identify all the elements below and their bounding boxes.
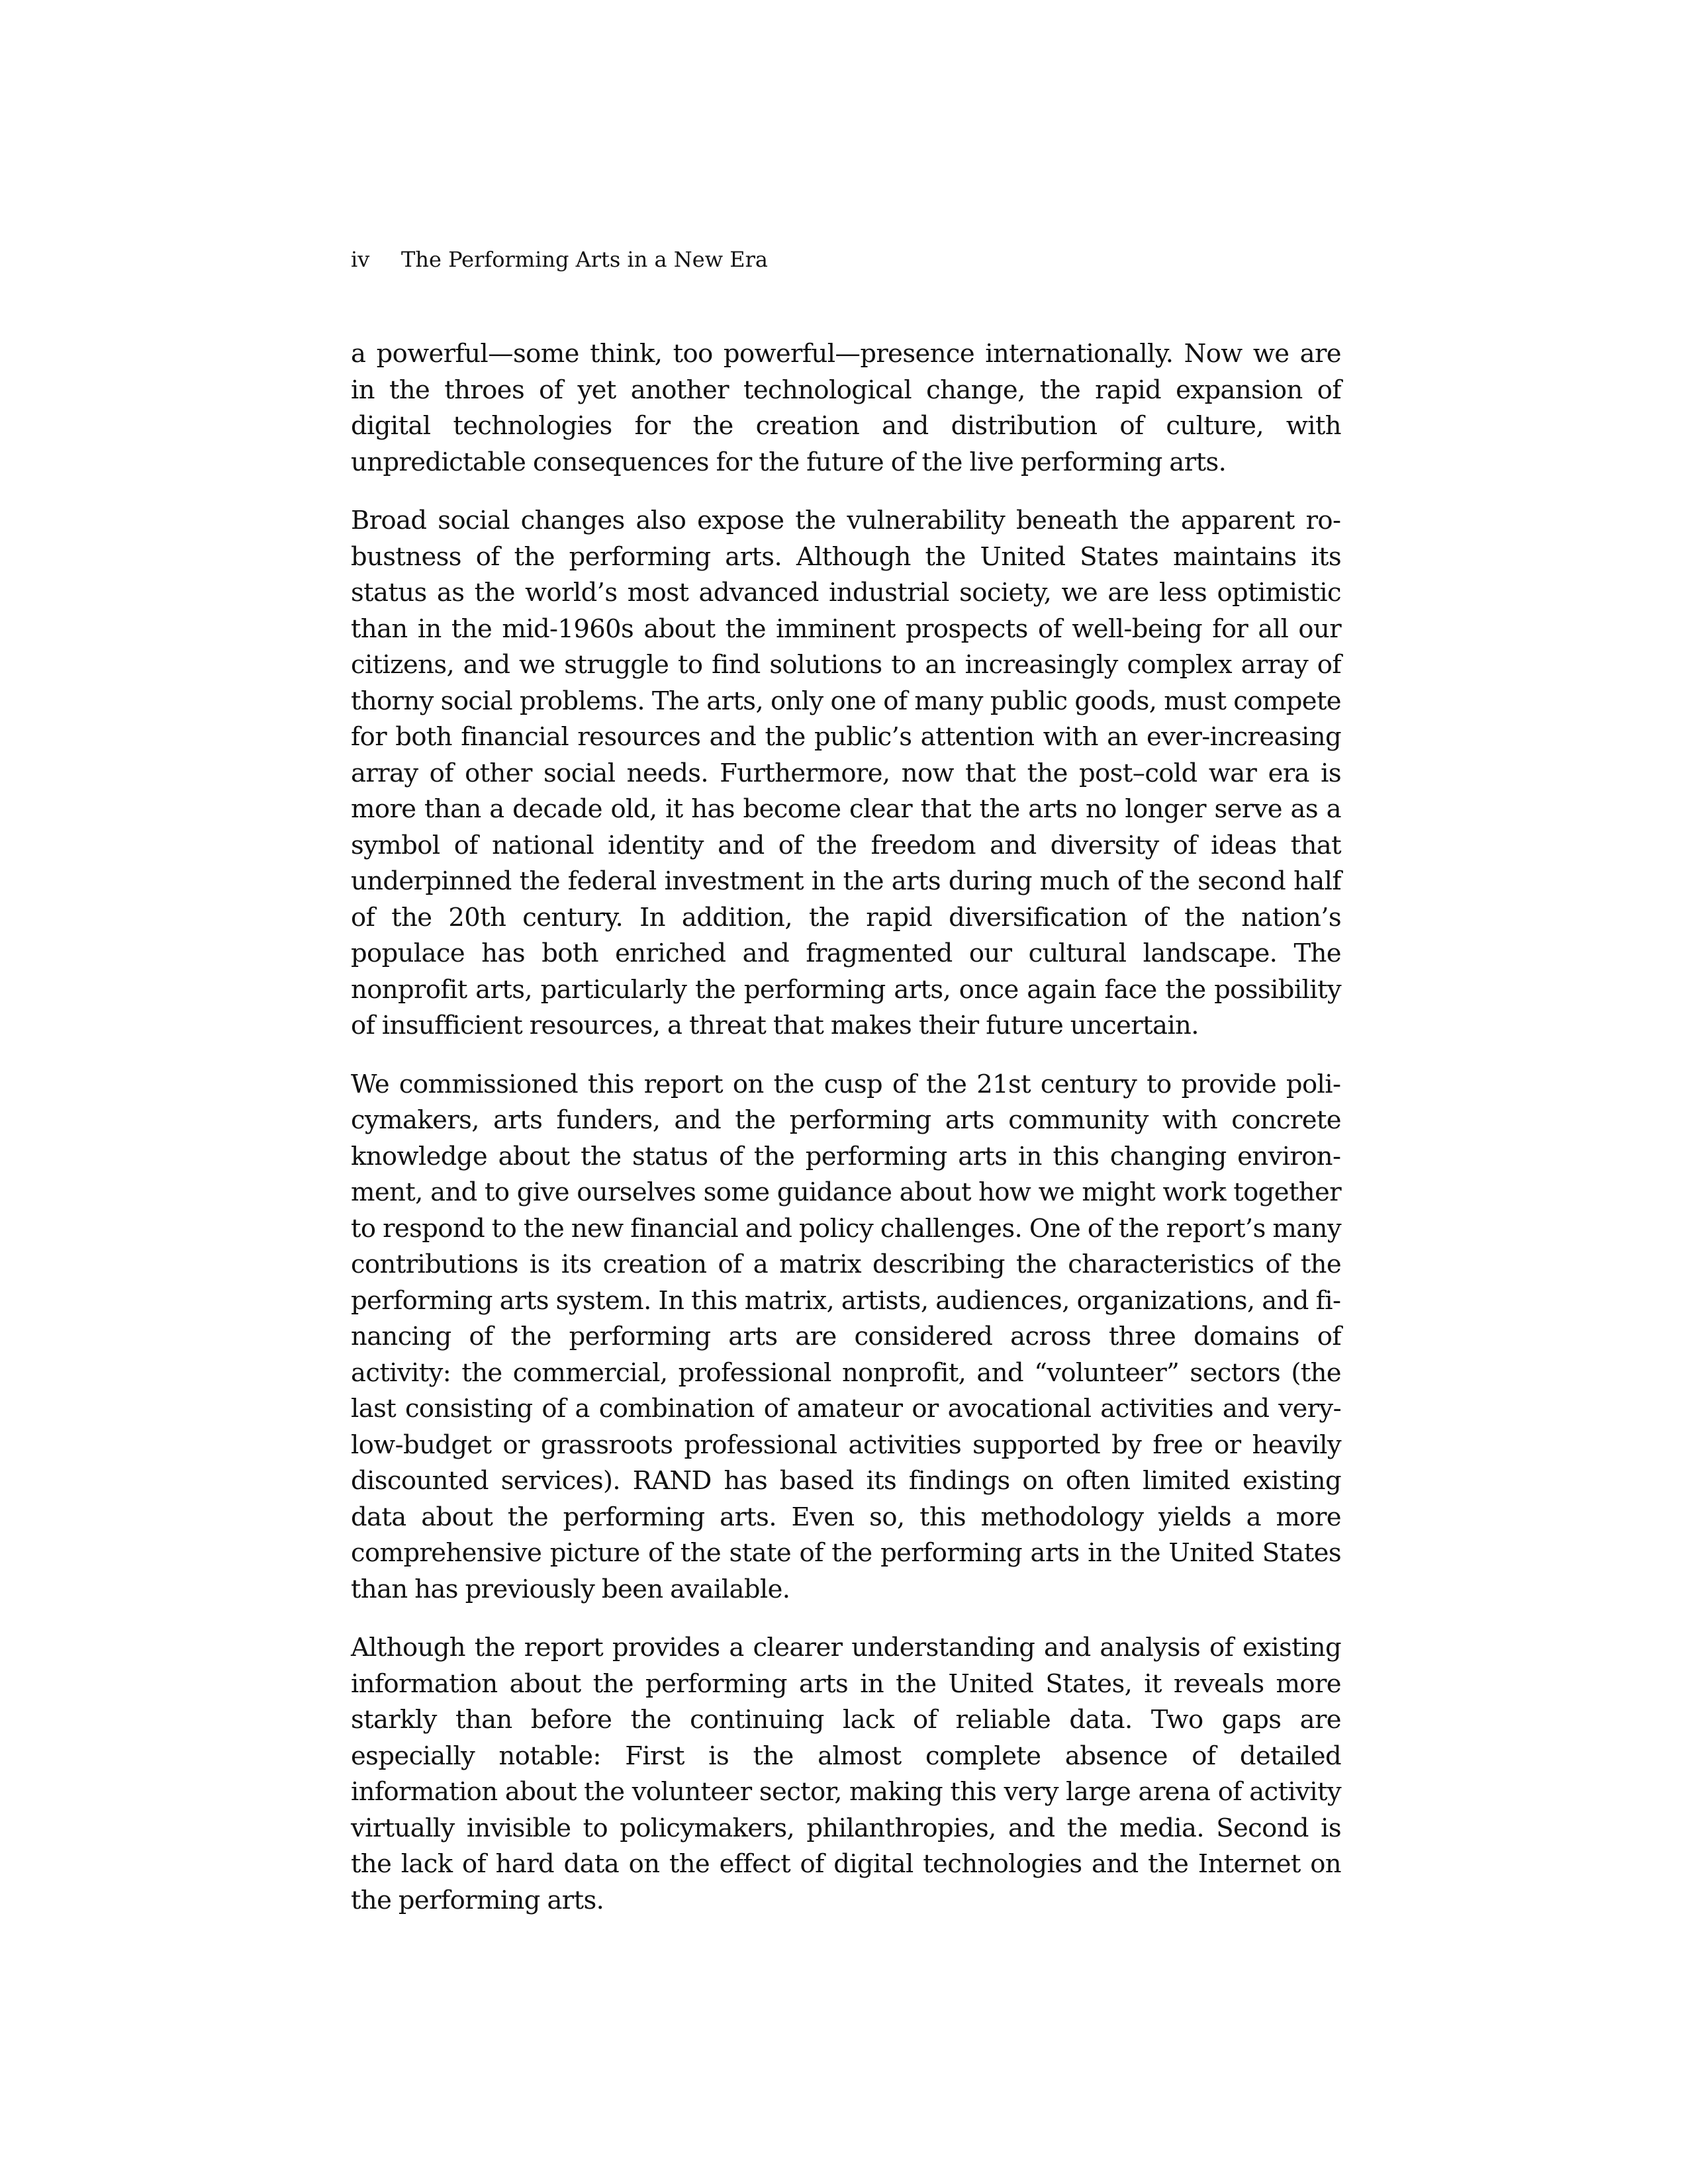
page-number: iv — [351, 247, 370, 272]
paragraph: We commissioned this report on the cusp of the 21st century to provide policymakers, arts funders, and the performing arts community with concrete knowledge about the status of the performing arts in this changing environment, and to give ourselves some guidance about how we might work together to respond to the new financial and policy challenges. One of the report’s many contributions is its creation of a matrix describing the characteristics of the performing arts system. In this matrix, artists, audiences, organizations, and financing of the performing arts are considered across three domains of activity: the commercial, professional nonprofit, and “volunteer” sectors (the last consisting of a combination of amateur or avocational activities and very-low-budget or grassroots professional activities supported by free or heavily discounted services). RAND has based its findings on often limited existing data about the performing arts. Even so, this methodology yields a more comprehensive picture of the state of the performing arts in the United States than has previously been available. — [351, 1069, 1341, 1604]
running-title: The Performing Arts in a New Era — [401, 247, 768, 272]
paragraph: a powerful—some think, too powerful—presence internationally. Now we are in the throes of yet another technological change, the rapid expansion of digital technologies for the creation and distribution of culture, with unpredictable consequences for the future of the live performing arts. — [351, 339, 1341, 477]
paragraph: Broad social changes also expose the vulnerability beneath the apparent robustness of the performing arts. Although the United States maintains its status as the world’s most advanced industrial society, we are less optimistic than in the mid-1960s about the imminent prospects of well-being for all our citizens, and we struggle to find solutions to an increasingly complex array of thorny social problems. The arts, only one of many public goods, must compete for both financial resources and the public’s attention with an ever-increasing array of other social needs. Furthermore, now that the post–cold war era is more than a decade old, it has become clear that the arts no longer serve as a symbol of national identity and of the freedom and diversity of ideas that underpinned the federal investment in the arts during much of the second half of the 20th century. In addition, the rapid diversification of the nation’s populace has both enriched and fragmented our cultural landscape. The nonprofit arts, particularly the performing arts, once again face the possibility of insufficient resources, a threat that makes their future uncertain. — [351, 506, 1341, 1040]
body-text — [351, 336, 1341, 1941]
paragraph: Although the report provides a clearer understanding and analysis of existing information about the performing arts in the United States, it reveals more starkly than before the continuing lack of reliable data. Two gaps are especially notable: First is the almost complete absence of detailed information about the volunteer sector, making this very large arena of activity virtually invisible to policymakers, philanthropies, and the media. Second is the lack of hard data on the effect of digital technologies and the Internet on the performing arts. — [351, 1633, 1341, 1915]
running-head — [351, 246, 768, 273]
